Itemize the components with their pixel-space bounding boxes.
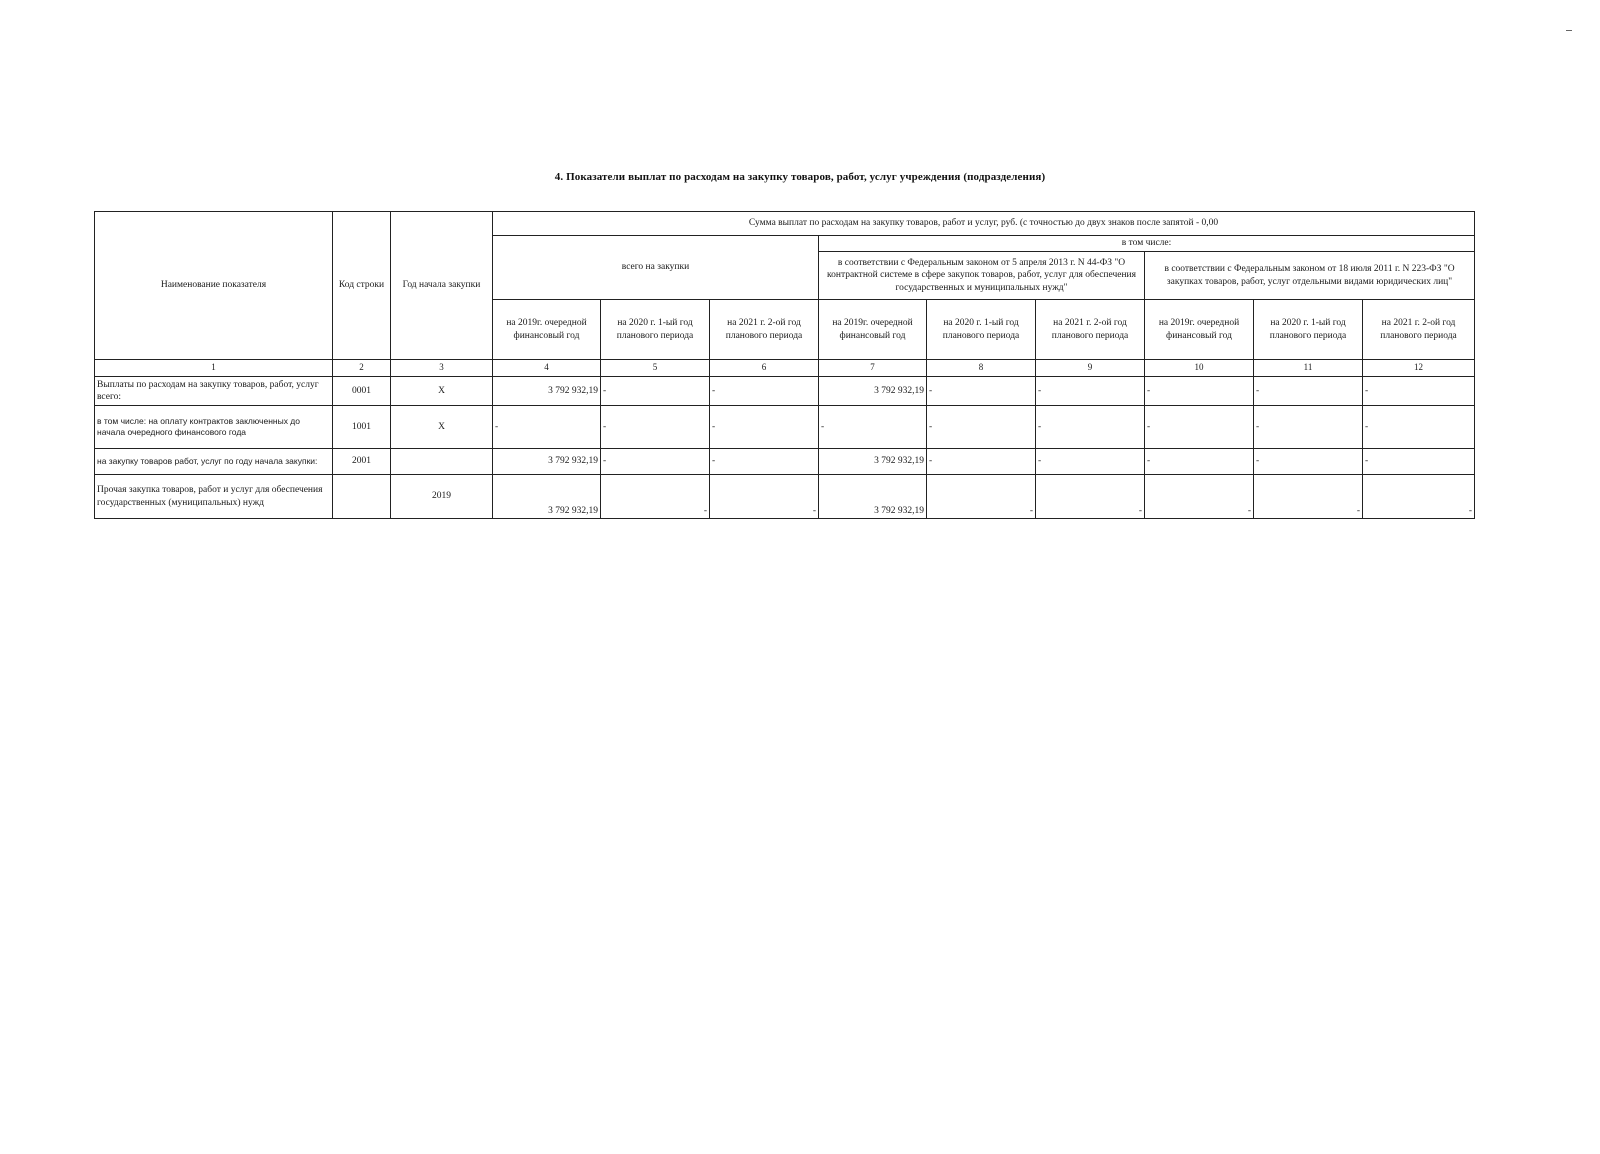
header-total-group: всего на закупки: [493, 236, 819, 300]
table-row: [95, 449, 1475, 475]
row-name: Прочая закупка товаров, работ и услуг для обеспечения государственных (муниципальных) нужд: [95, 475, 333, 519]
table-row: [95, 406, 1475, 449]
value-cell: -: [601, 406, 710, 449]
column-number: 7: [819, 360, 927, 377]
value-cell: -: [927, 377, 1036, 406]
column-number: 2: [333, 360, 391, 377]
column-number: 11: [1254, 360, 1363, 377]
column-number: 3: [391, 360, 493, 377]
value-cell: 3 792 932,19: [493, 475, 601, 519]
row-year: X: [391, 377, 493, 406]
column-number: 10: [1145, 360, 1254, 377]
scan-margin-mark: [1566, 30, 1572, 31]
value-cell: -: [819, 406, 927, 449]
value-cell: -: [1145, 406, 1254, 449]
header-code: Код строки: [333, 212, 391, 360]
header-period: на 2021 г. 2-ой год планового периода: [1036, 300, 1145, 360]
value-cell: -: [1363, 377, 1475, 406]
value-cell: -: [927, 475, 1036, 519]
value-cell: -: [1145, 377, 1254, 406]
header-incl-group: в том числе:: [819, 236, 1475, 252]
header-period: на 2021 г. 2-ой год планового периода: [710, 300, 819, 360]
value-cell: -: [1145, 449, 1254, 475]
value-cell: -: [1145, 475, 1254, 519]
header-period: на 2019г. очередной финансовый год: [493, 300, 601, 360]
row-year: 2019: [391, 475, 493, 519]
value-cell: -: [601, 449, 710, 475]
value-cell: 3 792 932,19: [493, 377, 601, 406]
value-cell: -: [1363, 449, 1475, 475]
page-title: 4. Показатели выплат по расходам на закупку товаров, работ, услуг учреждения (подразделения): [554, 171, 1046, 183]
header-period: на 2020 г. 1-ый год планового периода: [601, 300, 710, 360]
value-cell: -: [1254, 406, 1363, 449]
table-row: [95, 475, 1475, 519]
header-law223-group: в соответствии с Федеральным законом от 18 июля 2011 г. N 223-ФЗ "О закупках товаров, работ, услуг отдельными видами юридических лиц": [1145, 252, 1475, 300]
value-cell: -: [601, 377, 710, 406]
value-cell: 3 792 932,19: [493, 449, 601, 475]
header-period: на 2019г. очередной финансовый год: [819, 300, 927, 360]
column-number: 8: [927, 360, 1036, 377]
column-number: 5: [601, 360, 710, 377]
column-number: 9: [1036, 360, 1145, 377]
row-code: 2001: [333, 449, 391, 475]
value-cell: -: [601, 475, 710, 519]
row-code: 1001: [333, 406, 391, 449]
value-cell: -: [1036, 377, 1145, 406]
row-name: на закупку товаров работ, услуг по году начала закупки:: [95, 449, 333, 475]
header-law44-group: в соответствии с Федеральным законом от 5 апреля 2013 г. N 44-ФЗ "О контрактной системе в сфере закупок товаров, работ, услуг для обеспечения государственных и муниципальных нужд": [819, 252, 1145, 300]
header-name: Наименование показателя: [95, 212, 333, 360]
value-cell: -: [1036, 475, 1145, 519]
row-name: Выплаты по расходам на закупку товаров, работ, услуг всего:: [95, 377, 333, 406]
value-cell: -: [1254, 449, 1363, 475]
row-year: [391, 449, 493, 475]
row-name: в том числе: на оплату контрактов заключенных до начала очередного финансового года: [95, 406, 333, 449]
value-cell: 3 792 932,19: [819, 475, 927, 519]
value-cell: -: [710, 449, 819, 475]
header-year: Год начала закупки: [391, 212, 493, 360]
header-period: на 2019г. очередной финансовый год: [1145, 300, 1254, 360]
row-code: 0001: [333, 377, 391, 406]
row-code: [333, 475, 391, 519]
value-cell: -: [927, 449, 1036, 475]
column-number: 1: [95, 360, 333, 377]
value-cell: 3 792 932,19: [819, 449, 927, 475]
value-cell: -: [1254, 475, 1363, 519]
header-period: на 2020 г. 1-ый год планового периода: [927, 300, 1036, 360]
value-cell: -: [1363, 406, 1475, 449]
column-number: 12: [1363, 360, 1475, 377]
value-cell: -: [1036, 449, 1145, 475]
column-number: 6: [710, 360, 819, 377]
column-number: 4: [493, 360, 601, 377]
value-cell: -: [927, 406, 1036, 449]
value-cell: -: [1254, 377, 1363, 406]
value-cell: 3 792 932,19: [819, 377, 927, 406]
table-row: [95, 377, 1475, 406]
value-cell: -: [1363, 475, 1475, 519]
value-cell: -: [710, 475, 819, 519]
value-cell: -: [710, 377, 819, 406]
header-period: на 2021 г. 2-ой год планового периода: [1363, 300, 1475, 360]
value-cell: -: [1036, 406, 1145, 449]
value-cell: -: [493, 406, 601, 449]
header-period: на 2020 г. 1-ый год планового периода: [1254, 300, 1363, 360]
row-year: X: [391, 406, 493, 449]
value-cell: -: [710, 406, 819, 449]
procurement-payments-table: [94, 211, 1475, 519]
header-sum-group: Сумма выплат по расходам на закупку товаров, работ и услуг, руб. (с точностью до двух знаков после запятой - 0,00: [493, 212, 1475, 236]
